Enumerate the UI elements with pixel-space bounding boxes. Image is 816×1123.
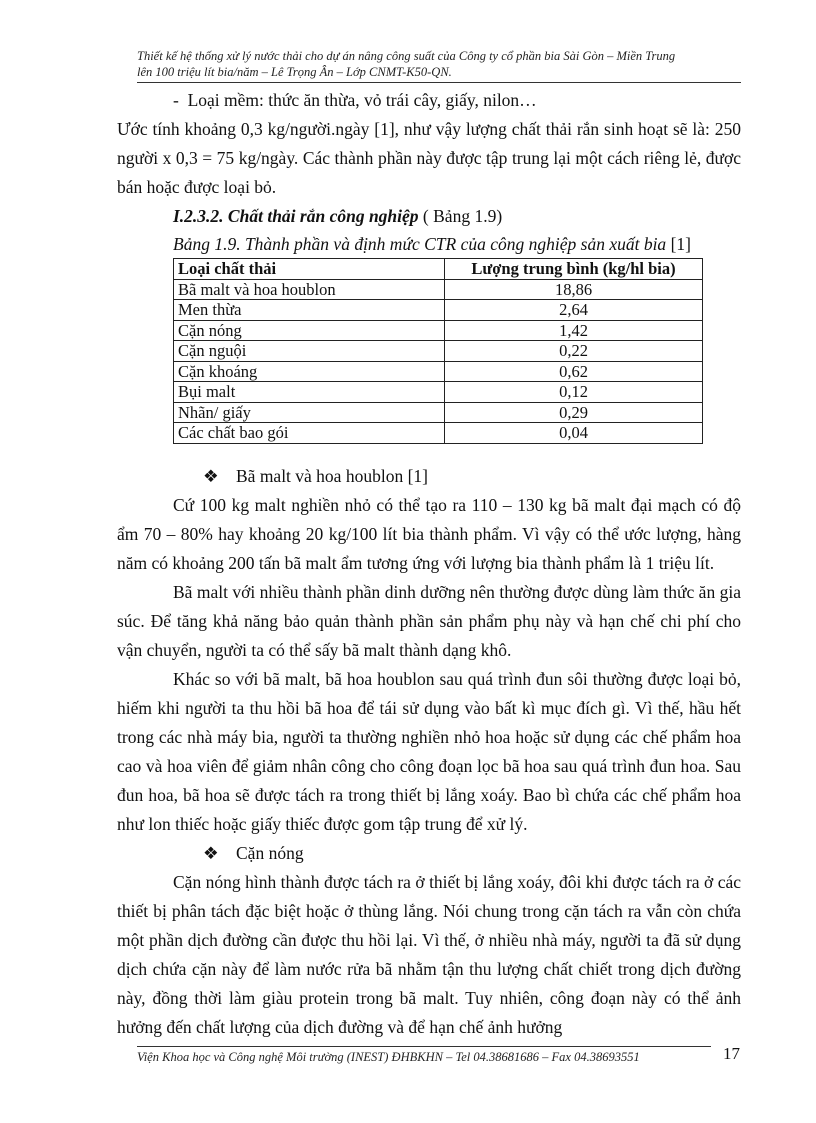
table-cell-waste-type: Men thừa [174,300,445,321]
table-row [174,320,703,341]
table-caption [117,231,741,257]
table-cell-waste-type: Bụi malt [174,382,445,403]
table-row [174,423,703,444]
table-row [174,382,703,403]
soft-waste-bullet: - Loại mềm: thức ăn thừa, vỏ trái cây, giấy, nilon… [173,90,537,110]
running-header-line-2: lên 100 triệu lít bia/năm – Lê Trọng Ân – Lớp CNMT-K50-QN. [137,65,452,79]
table-cell-waste-type: Cặn khoáng [174,361,445,382]
section-heading-title: I.2.3.2. Chất thải rắn công nghiệp [173,206,419,226]
table-caption-ref: [1] [666,234,691,254]
hot-trub-bullet-text: Cặn nóng [236,842,304,863]
table-cell-amount: 0,22 [445,341,703,362]
table-cell-amount: 0,04 [445,423,703,444]
malt-paragraph-2: Bã malt với nhiều thành phần dinh dưỡng nên thường được dùng làm thức ăn gia súc. Để tăng khả năng bảo quản thành phần sản phẩm phụ này và hạn chế chi phí cho vận chuyển, người ta có thể sấy bã malt thành dạng khô. [117,581,741,660]
table-caption-text: Bảng 1.9. Thành phần và định mức CTR của công nghiệp sản xuất bia [173,234,667,254]
table-cell-waste-type: Các chất bao gói [174,423,445,444]
section-heading-ref: ( Bảng 1.9) [418,206,503,226]
table-header-row [174,259,703,280]
running-header-line-1: Thiết kế hệ thống xử lý nước thải cho dự án nâng công suất của Công ty cổ phần bia Sài Gòn – Miền Trung [137,49,676,63]
diamond-bullet-icon: ❖ [203,842,219,863]
diamond-bullet-icon: ❖ [203,465,219,486]
table-spacer [117,444,741,462]
hot-trub-paragraph: Cặn nóng hình thành được tách ra ở thiết bị lắng xoáy, đôi khi được tách ra ở các thiết bị phân tách đặc biệt hoặc ở thùng lắng. Nói chung trong cặn tách ra vẫn còn chứa một phần dịch đường cần được thu hồi lại. Vì thế, ở nhiều nhà máy, người ta đã sử dụng dịch chứa cặn này để làm nước rửa bã nhằm tận thu lượng chất chiết trong dịch đường này, đồng thời làm giàu protein trong bã malt. Tuy nhiên, công đoạn này có thể ảnh hưởng đến chất lượng của dịch đường và để hạn chế ảnh hưởng [117,871,741,1037]
estimate-paragraph: Ước tính khoảng 0,3 kg/người.ngày [1], như vậy lượng chất thải rắn sinh hoạt sẽ là: 250 người x 0,3 = 75 kg/ngày. Các thành phần này được tập trung lại một cách riêng lẻ, được bán hoặc được loại bỏ. [117,119,741,197]
section-heading [117,202,741,231]
malt-bullet [117,462,741,491]
table-cell-waste-type: Cặn nóng [174,320,445,341]
table-row [174,300,703,321]
malt-bullet-text: Bã malt và hoa houblon [1] [236,465,428,486]
table-cell-amount: 1,42 [445,320,703,341]
table-row [174,279,703,300]
table-cell-waste-type: Bã malt và hoa houblon [174,279,445,300]
table-cell-amount: 0,62 [445,361,703,382]
table-cell-waste-type: Cặn nguội [174,341,445,362]
table-cell-amount: 2,64 [445,300,703,321]
header-divider [137,82,741,83]
malt-paragraph-3: Khác so với bã malt, bã hoa houblon sau quá trình đun sôi thường được loại bỏ, hiếm khi người ta thu hồi bã hoa để tái sử dụng vào bất kì mục đích gì. Vì thế, hầu hết trong các nhà máy bia, người ta thường nghiền nhỏ hoa hoặc sử dụng các chế phẩm hoa cao và hoa viên để giảm nhân công cho công đoạn lọc bã hoa sau quá trình đun hoa. Sau đun hoa, bã hoa sẽ được tách ra trong thiết bị lắng xoáy. Bao bì chứa các chế phẩm hoa như lon thiếc hoặc giấy thiếc được gom tập trung để xử lý. [117,668,741,834]
column-header-average-amount: Lượng trung bình (kg/hl bia) [445,259,703,280]
footer-divider [137,1046,711,1047]
table-cell-amount: 0,12 [445,382,703,403]
table-cell-waste-type: Nhãn/ giấy [174,402,445,423]
table-cell-amount: 18,86 [445,279,703,300]
malt-paragraph-1: Cứ 100 kg malt nghiền nhỏ có thể tạo ra 110 – 130 kg bã malt đại mạch có độ ẩm 70 – 80% hay khoảng 20 kg/100 lít bia thành phẩm. Vì vậy có thể ước lượng, hàng năm có khoảng 200 tấn bã malt ẩm tương ứng với lượng bia thành phẩm là 1 triệu lít. [117,494,741,573]
running-footer: Viện Khoa học và Công nghệ Môi trường (INEST) ĐHBKHN – Tel 04.38681686 – Fax 04.38693551 [137,1050,640,1064]
table-cell-amount: 0,29 [445,402,703,423]
table-row [174,361,703,382]
column-header-waste-type: Loại chất thải [174,259,445,280]
page-body [117,86,741,1042]
page-number: 17 [723,1044,740,1063]
table-row [174,402,703,423]
waste-table [173,258,703,444]
hot-trub-bullet [117,839,741,868]
table-row [174,341,703,362]
running-header [137,48,727,80]
